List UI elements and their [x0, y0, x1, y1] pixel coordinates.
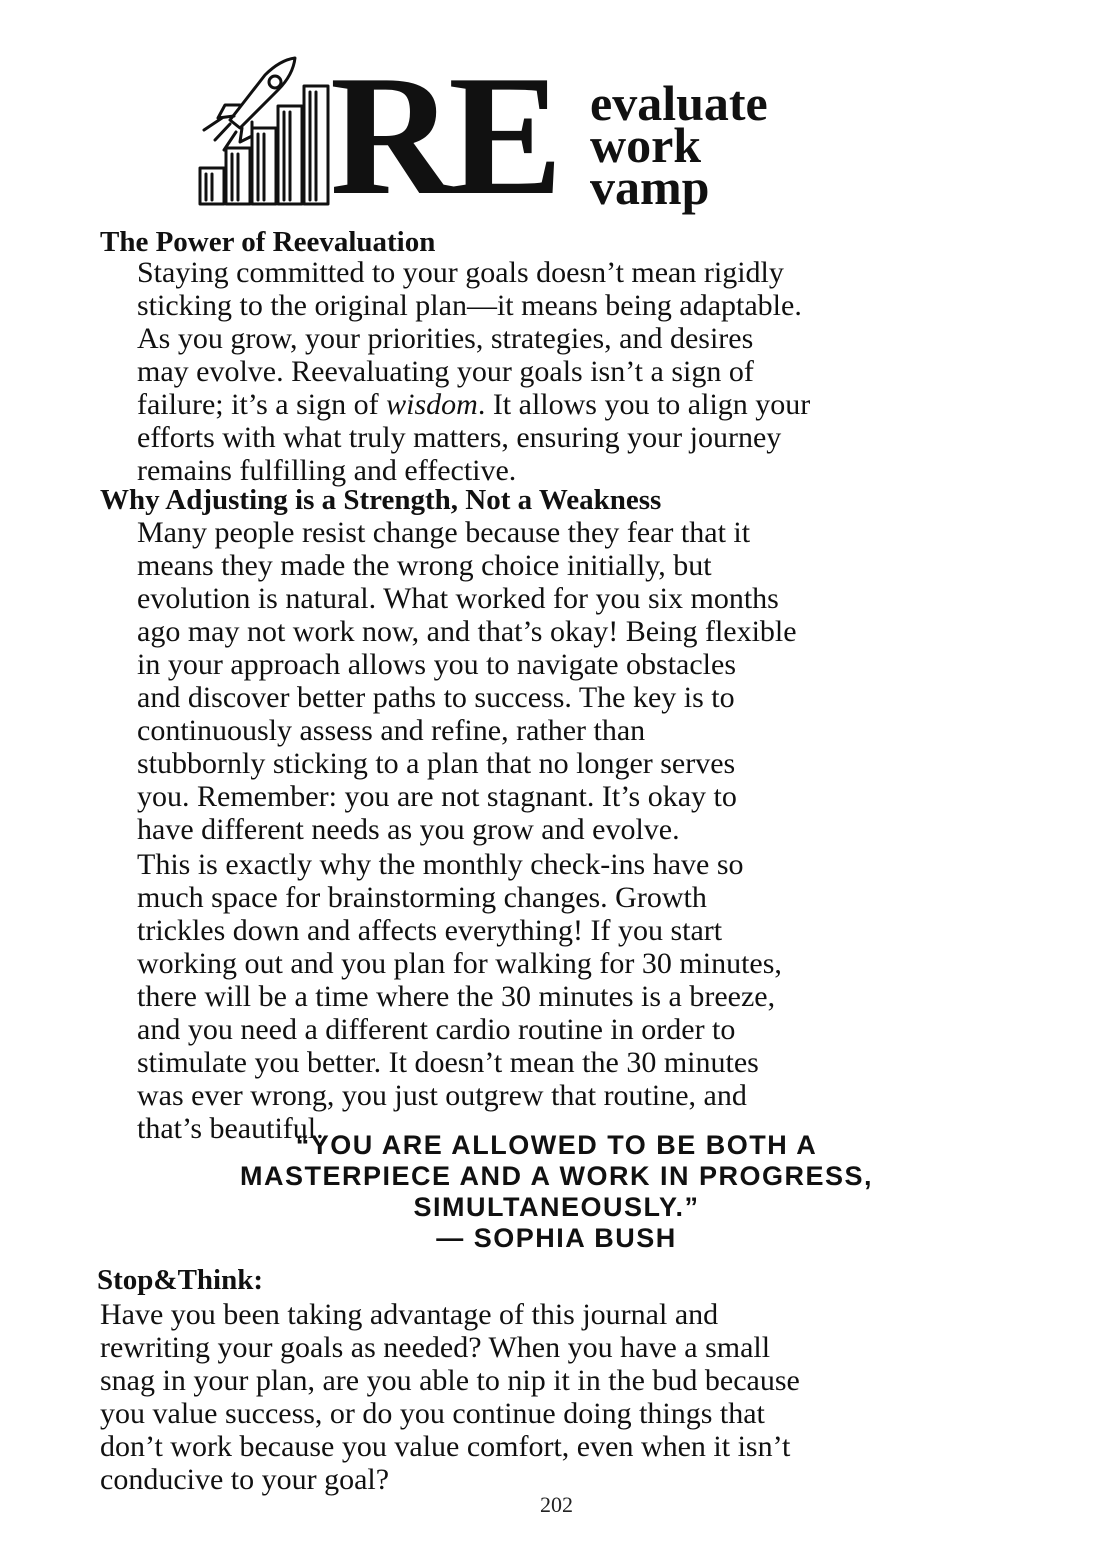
section-paragraph-adjusting: Many people resist change because they fear that it means they made the wrong choice initially, but evolution is natural. What worked for you six months ago may not work now, and that’s okay! Being flexible in your approach allows you to navigate obstacles and discover better paths to success. The key is to continuously assess and refine, rather than stubbornly sticking to a plan that no longer serves you. Remember: you are not stagnant. It’s okay to have different needs as you grow and evolve.: [137, 516, 797, 846]
title-re: RE: [330, 41, 557, 231]
title-subwords: [590, 75, 768, 215]
title-word-evaluate: evaluate: [590, 75, 768, 131]
title-word-work: work: [590, 117, 702, 173]
title-word-vamp: vamp: [590, 159, 710, 215]
section-heading-power: The Power of Reevaluation: [100, 226, 436, 258]
stop-think-paragraph: Have you been taking advantage of this journal and rewriting your goals as needed? When you have a small snag in your plan, are you able to nip it in the bud because you value success, or do you continue doing things that don’t work because you value comfort, even when it isn’t conducive to your goal?: [100, 1298, 800, 1496]
quote-block: “YOU ARE ALLOWED TO BE BOTH A MASTERPIECE AND A WORK IN PROGRESS, SIMULTANEOUSLY.” — SOPHIA BUSH: [0, 1130, 1113, 1254]
stop-think-heading: Stop&Think:: [97, 1264, 264, 1296]
page-header: [0, 0, 1113, 230]
section-heading-adjusting: Why Adjusting is a Strength, Not a Weakness: [100, 484, 662, 516]
section-paragraph-power: Staying committed to your goals doesn’t mean rigidly sticking to the original plan—it means being adaptable. As you grow, your priorities, strategies, and desires may evolve. Reevaluating your goals isn’t a sign of failure; it’s a sign of wisdom. It allows you to align your efforts with what truly matters, ensuring your journey remains fulfilling and effective.: [137, 256, 811, 487]
page-number: 202: [540, 1492, 573, 1517]
quote-author: — SOPHIA BUSH: [436, 1223, 677, 1253]
section-paragraph-checkins: This is exactly why the monthly check-ins have so much space for brainstorming changes. Growth trickles down and affects everything! If you start working out and you plan for walking for 30 minutes, there will be a time where the 30 minutes is a breeze, and you need a different cardio routine in order to stimulate you better. It doesn’t mean the 30 minutes was ever wrong, you just outgrew that routine, and that’s beautiful.: [137, 848, 782, 1145]
rocket-bar-chart-icon: [190, 50, 340, 210]
emphasis-wisdom: wisdom: [386, 388, 478, 421]
